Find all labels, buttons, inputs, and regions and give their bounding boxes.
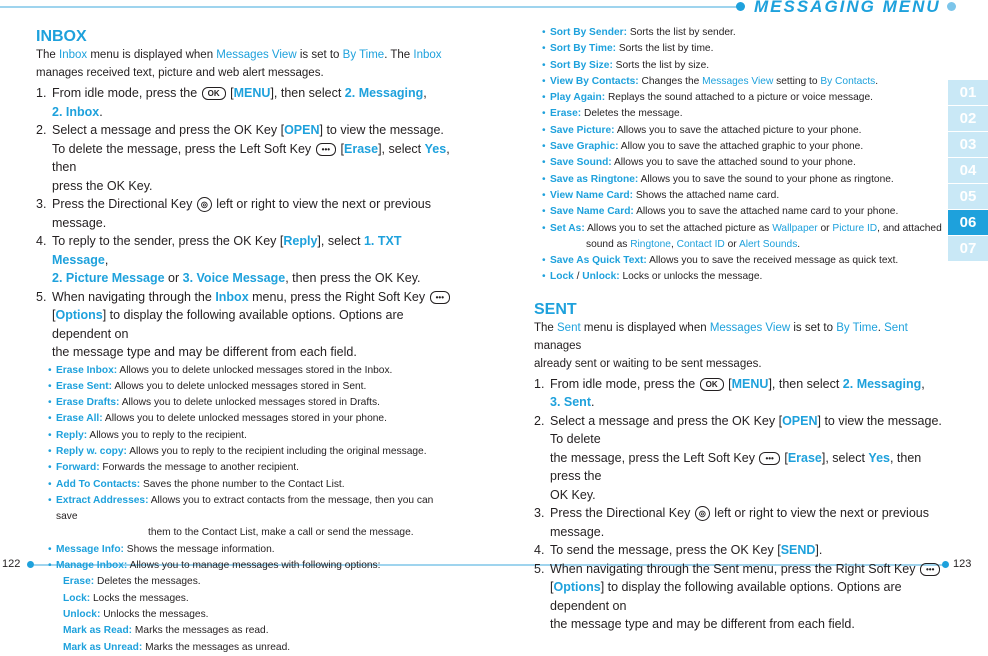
- list-item-view-contacts: • View By Contacts: Changes the Messages View setting to By Contacts.: [542, 74, 944, 90]
- footer-dot-left: [27, 561, 34, 568]
- list-item: • Erase Sent: Allows you to delete unlocked messages stored in Sent.: [48, 379, 456, 395]
- left-soft-key-icon: •••: [316, 143, 336, 156]
- directional-key-icon: ◎: [695, 506, 710, 521]
- tab-02[interactable]: 02: [948, 106, 988, 131]
- header-title: MESSAGING MENU: [754, 0, 941, 16]
- page-number-right: 123: [953, 558, 972, 570]
- inbox-step-4: 4. To reply to the sender, press the OK Key [Reply], select 1. TXT Message, 2. Picture Message or 3. Voice Message, then press the OK Key.: [36, 234, 421, 285]
- list-item: • Save Graphic: Allow you to save the attached graphic to your phone.: [542, 139, 944, 155]
- sent-step-2: 2. Select a message and press the OK Key [OPEN] to view the message. To delete the message, press the Left Soft Key ••• [Erase], select Yes, then press the OK Key.: [534, 413, 942, 502]
- list-item-manage: • Manage Inbox: Allows you to manage messages with following options:: [48, 558, 456, 574]
- ok-key-icon: OK: [202, 87, 226, 100]
- inbox-options-list: [48, 363, 456, 656]
- list-item: • Erase All: Allows you to delete unlocked messages stored in your phone.: [48, 411, 456, 427]
- left-soft-key-icon: •••: [759, 452, 779, 465]
- list-item: • Erase: Deletes the message.: [542, 106, 944, 122]
- list-item: • Erase Drafts: Allows you to delete unlocked messages stored in Drafts.: [48, 395, 456, 411]
- tab-06-active[interactable]: 06: [948, 210, 988, 235]
- inbox-step-5: 5. When navigating through the Inbox menu, press the Right Soft Key ••• [Options] to display the following available options. Options are dependent on the message type and may be different from each field.: [36, 288, 456, 362]
- inbox-title: INBOX: [36, 28, 87, 45]
- list-item: • Forward: Forwards the message to another recipient.: [48, 460, 456, 476]
- header-rule-dot: [736, 2, 745, 11]
- list-item: • Sort By Sender: Sorts the list by sender.: [542, 25, 944, 41]
- list-item: • Add To Contacts: Saves the phone number to the Contact List.: [48, 477, 456, 493]
- list-item: • Erase Inbox: Allows you to delete unlocked messages stored in the Inbox.: [48, 363, 456, 379]
- list-item: • Save Name Card: Allows you to save the attached name card to your phone.: [542, 204, 944, 220]
- header-rule: [0, 6, 740, 8]
- list-item: • Play Again: Replays the sound attached to a picture or voice message.: [542, 90, 944, 106]
- tab-01[interactable]: 01: [948, 80, 988, 105]
- list-item: • Message Info: Shows the message information.: [48, 542, 456, 558]
- sub-item: Mark as Unread: Marks the messages as unread.: [63, 641, 291, 653]
- right-column: [534, 25, 944, 634]
- inbox-step-2: 2. Select a message and press the OK Key [OPEN] to view the message. To delete the message, press the Left Soft Key ••• [Erase], select Yes, then press the OK Key.: [36, 123, 450, 193]
- sub-item: Mark as Read: Marks the messages as read.: [63, 625, 269, 637]
- list-item: • Reply: Allows you to reply to the recipient.: [48, 428, 456, 444]
- sub-item: Unlock: Unlocks the messages.: [63, 608, 209, 620]
- list-item: • Save Sound: Allows you to save the attached sound to your phone.: [542, 155, 944, 171]
- list-item: • Save As Quick Text: Allows you to save the received message as quick text.: [542, 253, 944, 269]
- right-soft-key-icon: •••: [920, 563, 940, 576]
- page-number-left: 122: [2, 558, 21, 570]
- list-item-lock: • Lock / Unlock: Locks or unlocks the message.: [542, 269, 944, 285]
- sent-step-3: 3. Press the Directional Key ◎ left or right to view the next or previous message.: [534, 506, 929, 539]
- list-item: • Reply w. copy: Allows you to reply to the recipient including the original message.: [48, 444, 456, 460]
- inbox-step-1: 1. From idle mode, press the OK [MENU], then select 2. Messaging, 2. Inbox.: [36, 86, 427, 119]
- sent-title: SENT: [534, 300, 577, 318]
- options-continued-list: [542, 25, 944, 286]
- inbox-intro: The Inbox menu is displayed when Messages View is set to By Time. The Inbox manages received text, picture and web alert messages.: [36, 49, 442, 79]
- tab-04[interactable]: 04: [948, 158, 988, 183]
- list-item: • Save Picture: Allows you to save the attached picture to your phone.: [542, 123, 944, 139]
- list-item: • Save as Ringtone: Allows you to save the sound to your phone as ringtone.: [542, 172, 944, 188]
- tab-07[interactable]: 07: [948, 236, 988, 261]
- directional-key-icon: ◎: [197, 197, 212, 212]
- right-soft-key-icon: •••: [430, 291, 450, 304]
- sent-step-5: 5. When navigating through the Sent menu, press the Right Soft Key ••• [Options] to display the following available options. Options are dependent on the message type and may be different from each field.: [534, 560, 944, 634]
- sub-item: Erase: Deletes the messages.: [63, 576, 201, 588]
- sub-item: Lock: Locks the messages.: [63, 592, 189, 604]
- sent-step-4: 4. To send the message, press the OK Key [SEND].: [534, 543, 823, 558]
- tab-03[interactable]: 03: [948, 132, 988, 157]
- list-item: • Sort By Size: Sorts the list by size.: [542, 58, 944, 74]
- list-item: • View Name Card: Shows the attached name card.: [542, 188, 944, 204]
- inbox-step-3: 3. Press the Directional Key ◎ left or right to view the next or previous message.: [36, 197, 431, 230]
- ok-key-icon: OK: [700, 378, 724, 391]
- sent-intro: The Sent menu is displayed when Messages View is set to By Time. Sent manages already sent or waiting to be sent messages.: [534, 321, 908, 370]
- sent-step-1: 1. From idle mode, press the OK [MENU], then select 2. Messaging, 3. Sent.: [534, 376, 925, 410]
- list-item: • Sort By Time: Sorts the list by time.: [542, 41, 944, 57]
- list-item-extract: • Extract Addresses: Allows you to extract contacts from the message, then you can save them to the Contact List, make a call or send the message.: [48, 493, 456, 542]
- left-column: [36, 28, 456, 656]
- tab-05[interactable]: 05: [948, 184, 988, 209]
- list-item-set-as: • Set As: Allows you to set the attached picture as Wallpaper or Picture ID, and attached sound as Ringtone, Contact ID or Alert Sounds.: [542, 221, 944, 254]
- header-end-dot: [947, 2, 956, 11]
